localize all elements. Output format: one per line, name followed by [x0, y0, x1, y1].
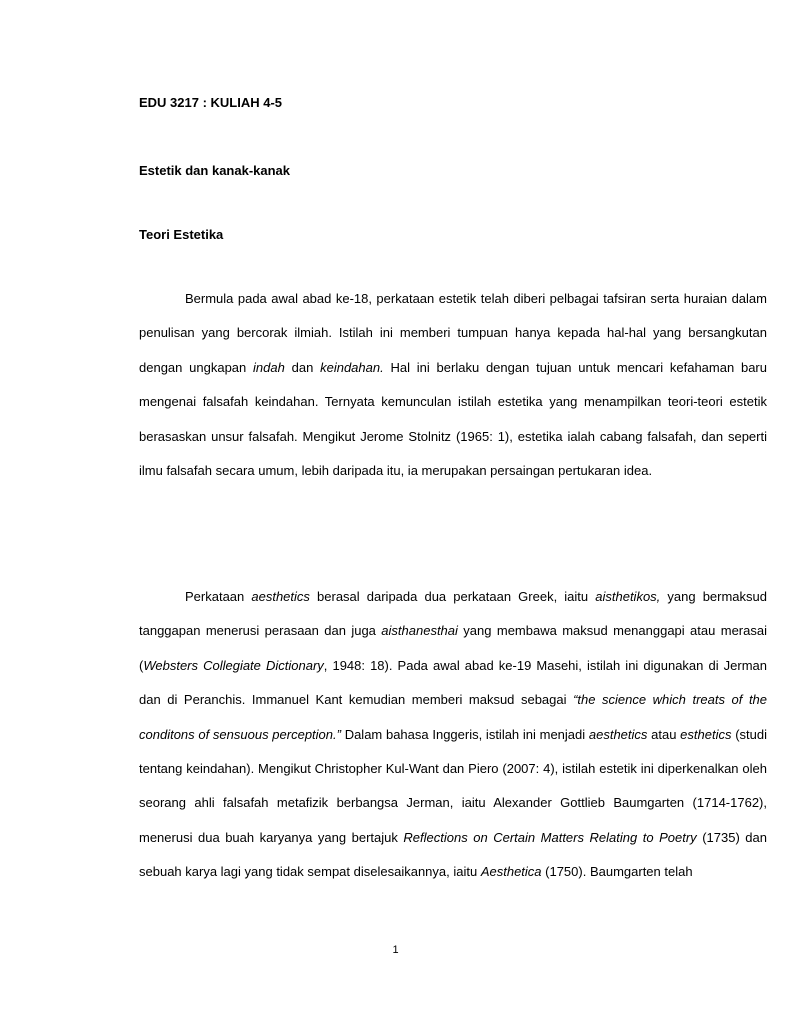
paragraph-2-text: Dalam bahasa Inggeris, istilah ini menjadi	[340, 726, 589, 742]
paragraph-1-italic-term: keindahan.	[320, 359, 384, 375]
paragraph-2-text: atau	[647, 726, 681, 742]
paragraph-2-text: Perkataan	[185, 589, 252, 604]
paragraph-2-italic-term: aisthanesthai	[381, 623, 458, 639]
course-heading: EDU 3217 : KULIAH 4-5	[139, 95, 283, 110]
paragraph-2-text: berasal daripada dua perkataan Greek, iaitu	[309, 589, 596, 604]
page-number: 1	[392, 944, 399, 956]
paragraph-2-italic-term: aesthetics	[588, 726, 648, 742]
paragraph-2-text: (1735) dan sebuah karya lagi yang tidak sempat diselesaikannya, iaitu	[139, 829, 767, 880]
paragraph-2-italic-term: aesthetics	[251, 589, 310, 604]
paragraph-1	[139, 282, 767, 488]
paragraph-2-text: yang bermaksud tanggapan menerusi perasaan dan juga	[139, 589, 767, 639]
paragraph-2-text: (studi tentang keindahan). Mengikut Christopher Kul-Want dan Piero (2007: 4), istilah estetik ini diperkenalkan oleh seorang ahli falsafah metafizik berbangsa Jerman, iaitu Alexander Gottlieb Baumgarten (1714-1762), menerusi dua buah karyanya yang bertajuk	[139, 726, 767, 845]
paragraph-2-text: yang membawa maksud menanggapi atau merasai (	[139, 623, 767, 673]
paragraph-2	[139, 580, 767, 890]
paragraph-2-italic-quote: “the science which treats of the conditons of sensuous perception.”	[139, 692, 768, 742]
paragraph-1-italic-term: indah	[253, 359, 285, 375]
topic-heading: Estetik dan kanak-kanak	[139, 163, 291, 178]
paragraph-1-text: Bermula pada awal abad ke-18, perkataan estetik telah diberi pelbagai tafsiran serta huraian dalam penulisan yang bercorak ilmiah. Istilah ini memberi tumpuan hanya kepada hal-hal yang bersangkutan dengan ungkapan	[139, 291, 767, 375]
paragraph-2-italic-title: Aesthetica	[480, 864, 542, 880]
section-heading: Teori Estetika	[139, 227, 224, 242]
paragraph-2-italic-title: Websters Collegiate Dictionary	[143, 657, 324, 673]
paragraph-2-italic-title: Reflections on Certain Matters Relating to Poetry	[403, 829, 697, 845]
paragraph-2-italic-term: aisthetikos,	[595, 589, 661, 604]
paragraph-2-text: , 1948: 18). Pada awal abad ke-19 Masehi, istilah ini digunakan di Jerman dan di Peranchis. Immanuel Kant kemudian memberi maksud sebagai	[139, 657, 768, 708]
paragraph-2-italic-term: esthetics	[680, 726, 732, 742]
paragraph-1-text: Hal ini berlaku dengan tujuan untuk mencari kefahaman baru mengenai falsafah keindahan. Ternyata kemunculan istilah estetika yang menampilkan teori-teori estetik berasaskan unsur falsafah. Mengikut Jerome Stolnitz (1965: 1), estetika ialah cabang falsafah, dan seperti ilmu falsafah secara umum, lebih daripada itu, ia merupakan persaingan pertukaran idea.	[139, 359, 767, 479]
paragraph-1-text: dan	[284, 359, 321, 375]
paragraph-2-text: (1750). Baumgarten telah	[541, 864, 693, 880]
